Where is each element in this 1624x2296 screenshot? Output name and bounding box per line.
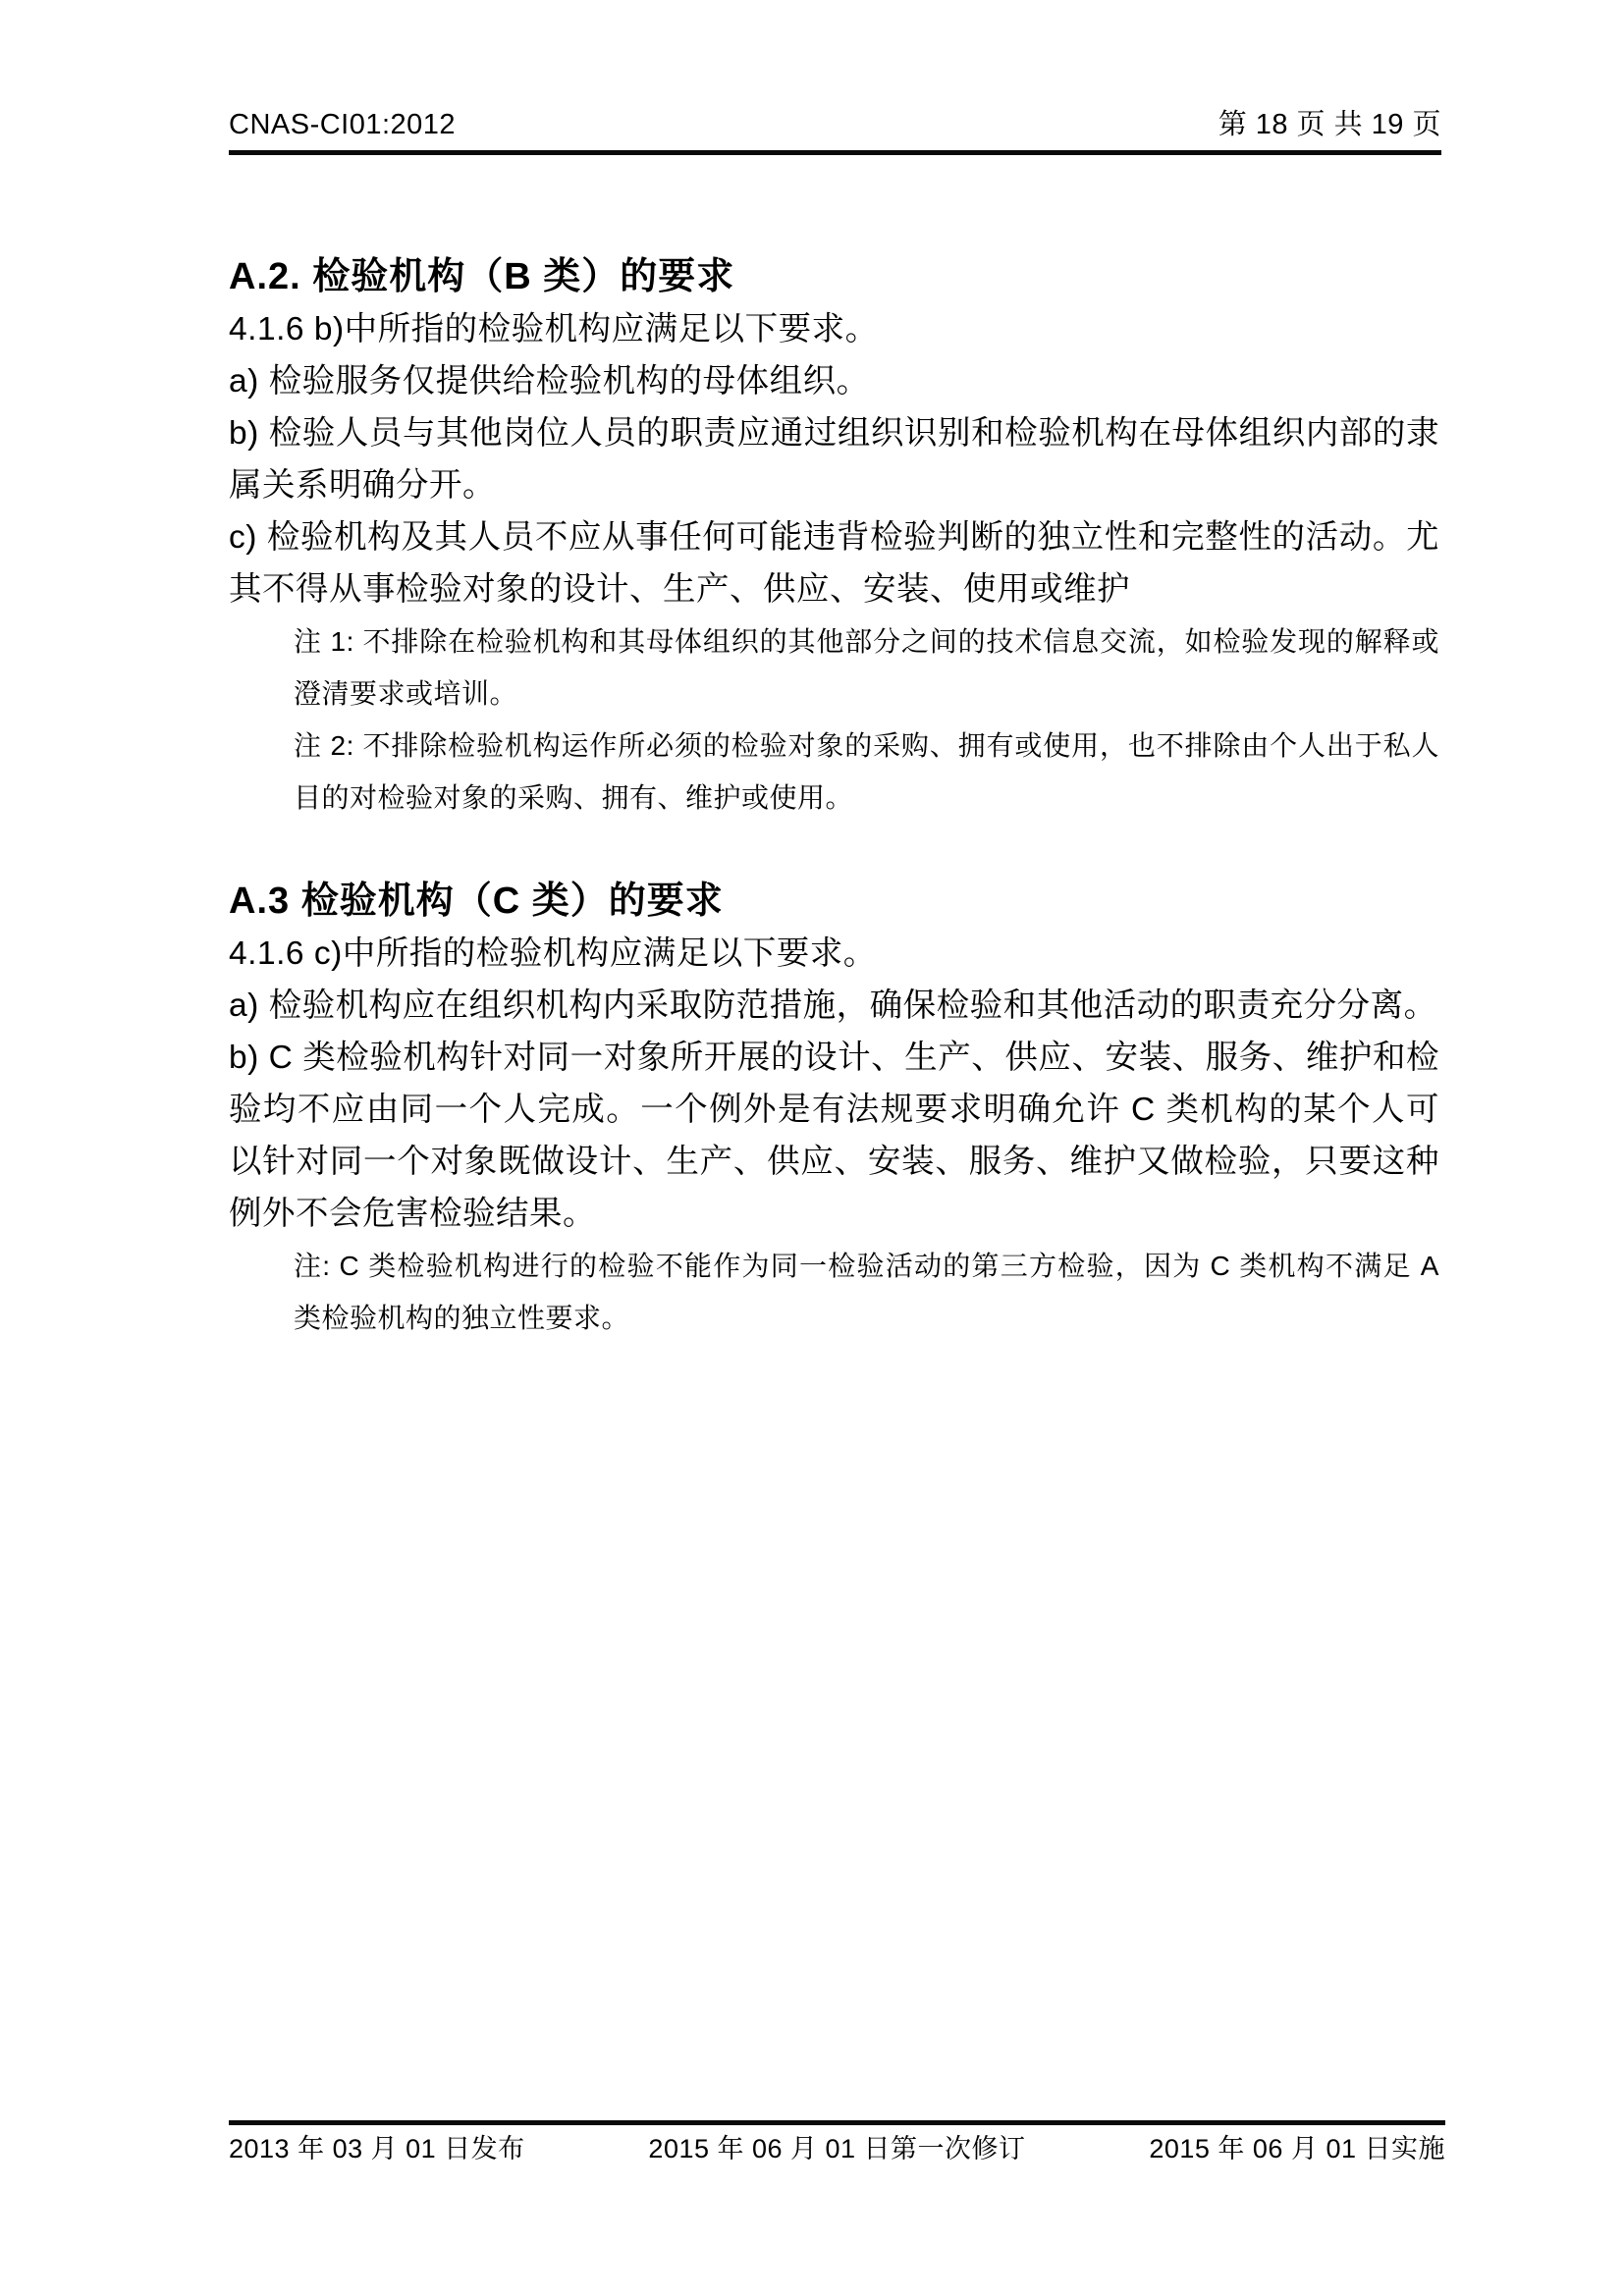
section-a3-note: 注: C 类检验机构进行的检验不能作为同一检验活动的第三方检验，因为 C 类机构不满足 A 类检验机构的独立性要求。: [294, 1251, 1439, 1333]
section-a3-item-b: b) C 类检验机构针对同一对象所开展的设计、生产、供应、安装、服务、维护和检验均不应由同一个人完成。一个例外是有法规要求明确允许 C 类机构的某个人可以针对同一个对象既做设计、生产、供应、安装、服务、维护又做检验，只要这种例外不会危害检验结果。: [229, 1040, 1439, 1232]
page-footer: [229, 2120, 1445, 2165]
section-a2-item-b: b) 检验人员与其他岗位人员的职责应通过组织识别和检验机构在母体组织内部的隶属关系明确分开。: [229, 415, 1439, 504]
section-a2-item-a: a) 检验服务仅提供给检验机构的母体组织。: [229, 363, 870, 400]
footer-revision-date: 2015 年 06 月 01 日第一次修订: [648, 2134, 1026, 2163]
footer-implement-date: 2015 年 06 月 01 日实施: [1149, 2134, 1445, 2163]
section-a3-item-a: a) 检验机构应在组织机构内采取防范措施，确保检验和其他活动的职责充分分离。: [229, 988, 1437, 1024]
header-doc-code: CNAS-CI01:2012: [229, 109, 457, 140]
footer-publish-date: 2013 年 03 月 01 日发布: [229, 2134, 525, 2163]
section-a3-intro: 4.1.6 c)中所指的检验机构应满足以下要求。: [229, 935, 877, 972]
section-a2-intro: 4.1.6 b)中所指的检验机构应满足以下要求。: [229, 311, 879, 347]
section-a2-note-2: 注 2: 不排除检验机构运作所必须的检验对象的采购、拥有或使用，也不排除由个人出于私人目的对检验对象的采购、拥有、维护或使用。: [294, 730, 1439, 813]
section-a2: [229, 251, 1439, 824]
section-a2-heading: A.2. 检验机构（B 类）的要求: [229, 256, 735, 297]
section-a2-note-1: 注 1: 不排除在检验机构和其母体组织的其他部分之间的技术信息交流，如检验发现的解释或澄清要求或培训。: [294, 626, 1439, 709]
section-a3-heading: A.3 检验机构（C 类）的要求: [229, 881, 724, 922]
page-header: [229, 108, 1441, 155]
header-page-number: 第 18 页 共 19 页: [1218, 109, 1441, 140]
section-a3: [229, 876, 1439, 1344]
document-body: [229, 251, 1439, 1344]
section-a2-item-c: c) 检验机构及其人员不应从事任何可能违背检验判断的独立性和完整性的活动。尤其不得从事检验对象的设计、生产、供应、安装、使用或维护: [229, 519, 1439, 608]
